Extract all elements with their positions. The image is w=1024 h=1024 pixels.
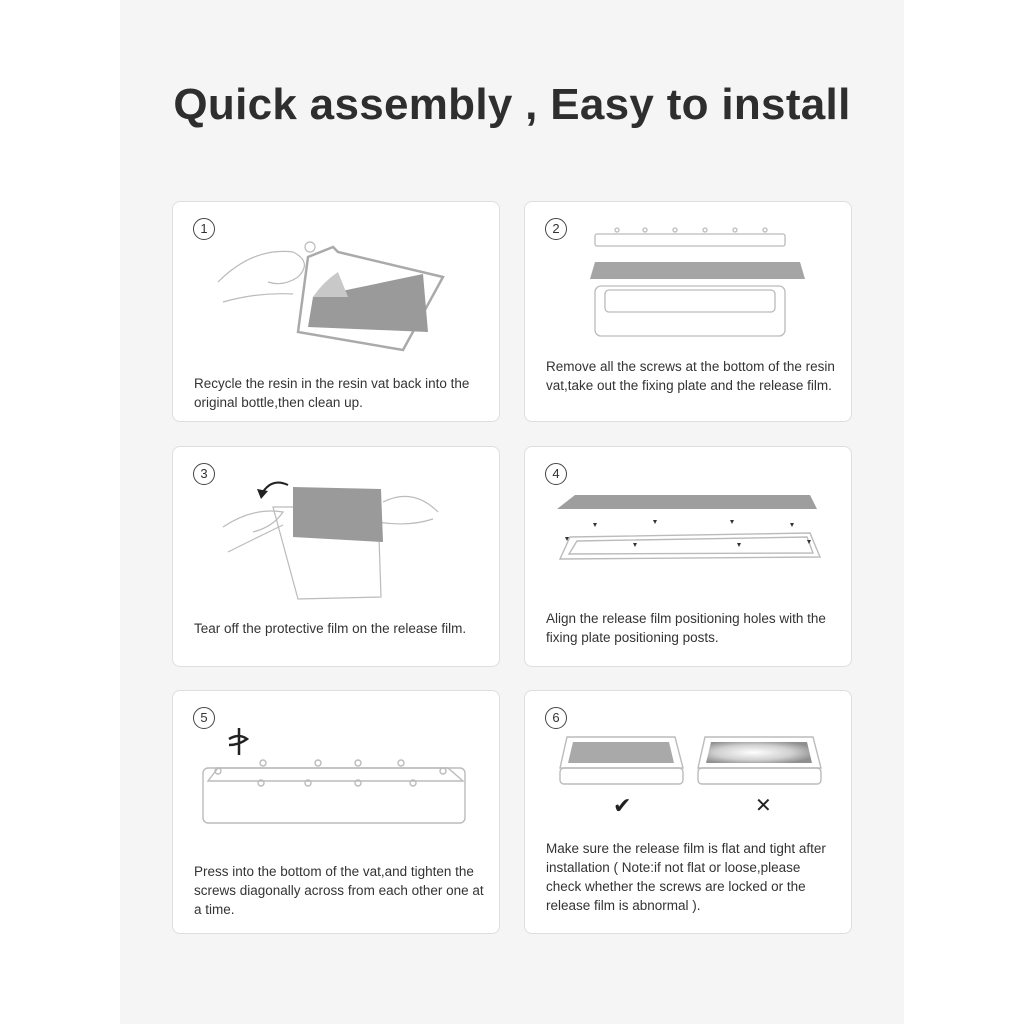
step-card-4 [524, 446, 852, 667]
incorrect-film-illustration [695, 733, 825, 791]
step-caption-4: Align the release film positioning holes with the fixing plate positioning posts. [546, 611, 826, 645]
align-film-illustration [525, 487, 851, 607]
step-number-3: 3 [193, 463, 215, 485]
recycle-resin-illustration [173, 222, 499, 382]
step-number-2: 2 [545, 218, 567, 240]
step-number-6: 6 [545, 707, 567, 729]
step-caption-2: Remove all the screws at the bottom of the resin vat,take out the fixing plate and the release film. [546, 359, 835, 393]
incorrect-mark-icon: ✕ [755, 793, 772, 817]
step-caption-1: Recycle the resin in the resin vat back into the original bottle,then clean up. [194, 376, 470, 410]
tighten-screws-illustration [173, 723, 499, 843]
step-caption-5: Press into the bottom of the vat,and tighten the screws diagonally across from each other one at a time. [194, 864, 484, 917]
step-card-2 [524, 201, 852, 422]
correct-film-illustration [557, 733, 687, 791]
step-card-6 [524, 690, 852, 934]
step-number-4: 4 [545, 463, 567, 485]
step-caption-6: Make sure the release film is flat and tight after installation ( Note:if not flat or loose,please check whether the screws are locked or the release film is abnormal ). [546, 841, 826, 913]
step-caption-3: Tear off the protective film on the release film. [194, 621, 467, 636]
disassembly-illustration [525, 222, 851, 362]
peel-film-illustration [173, 467, 499, 627]
step-number-1: 1 [193, 218, 215, 240]
step-card-5 [172, 690, 500, 934]
step-card-3 [172, 446, 500, 667]
correct-mark-icon: ✔ [613, 794, 632, 819]
page-title: Quick assembly , Easy to install [173, 80, 851, 129]
step-number-5: 5 [193, 707, 215, 729]
step-card-1 [172, 201, 500, 422]
